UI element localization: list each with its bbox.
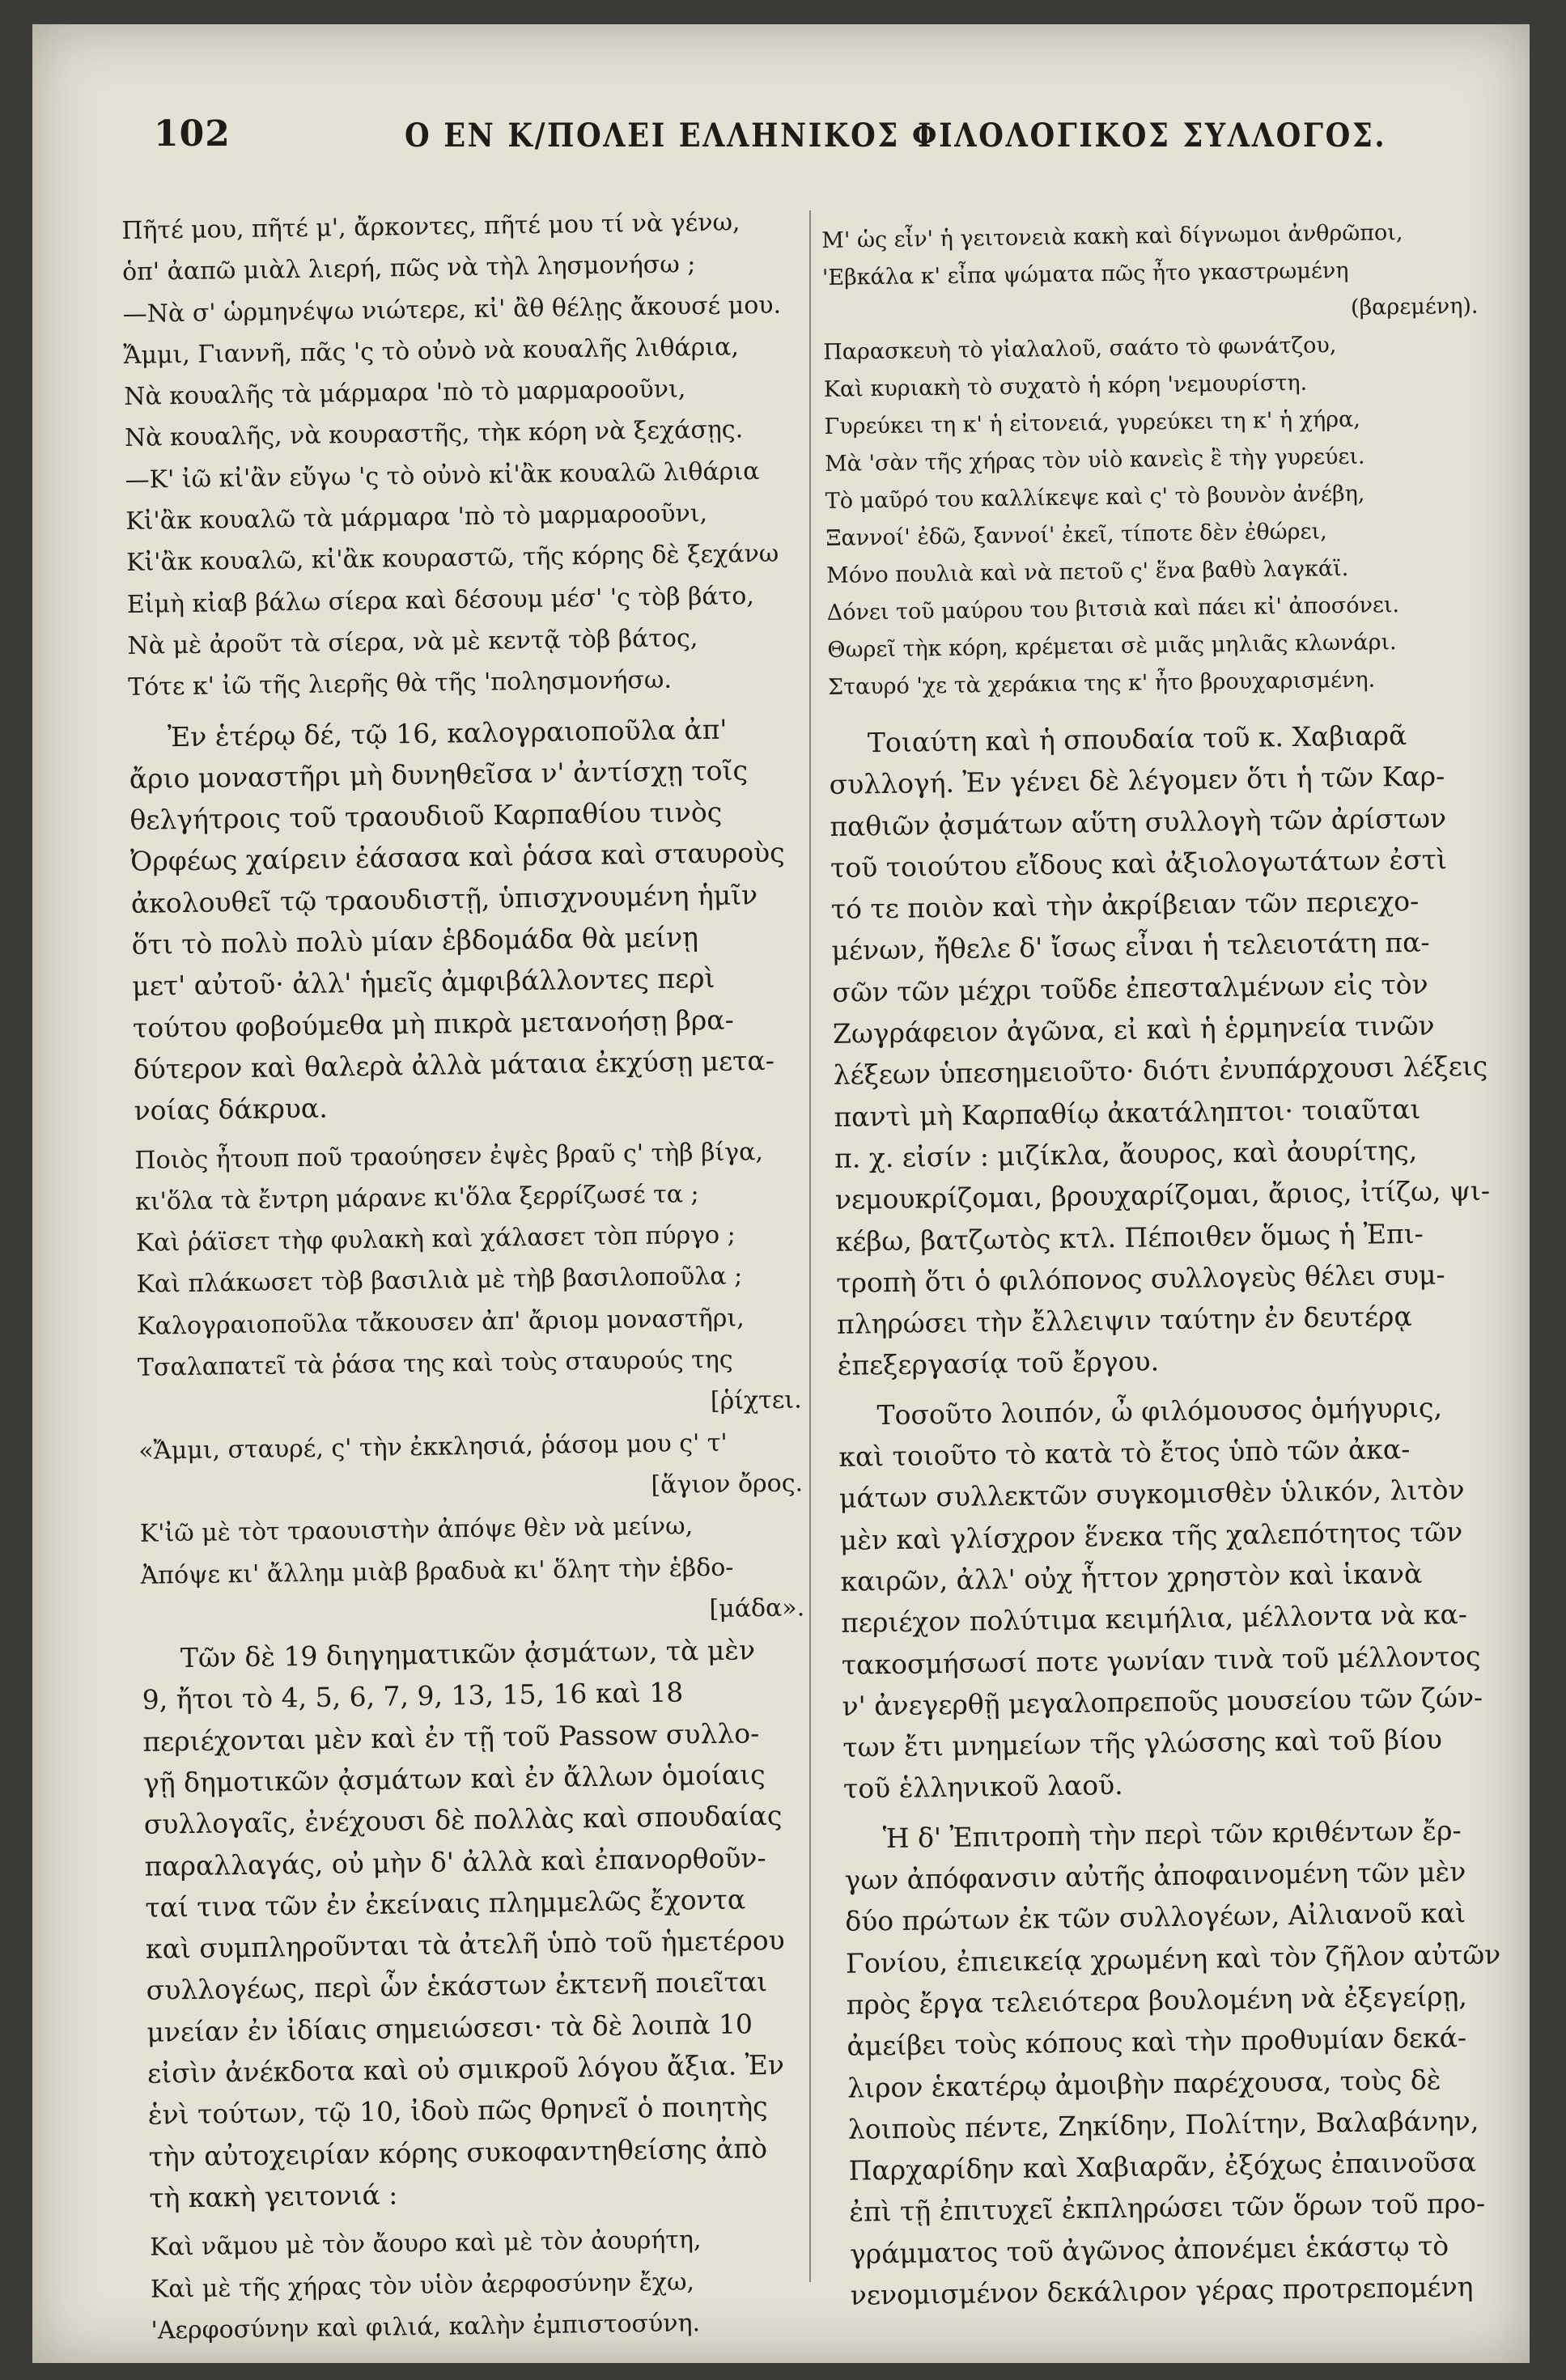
text-line: τούτου φοβούμεθα μὴ πικρὰ μετανοήσῃ βρα- (132, 1003, 734, 1044)
text-line: ὅτι τὸ πολὺ πολὺ μίαν ἑβδομάδα θὰ μείνῃ (131, 921, 699, 961)
verse-line: Καλογραιοποῦλα τἄκουσεν ἀπ' ἄριομ μοναστῆρι, (137, 1304, 745, 1341)
poem-stanza-3 (150, 2217, 823, 2351)
verse-line: Σταυρό 'χε τὰ χεράκια της κ' ἦτο βρουχαρισμένη. (827, 667, 1376, 700)
text-line: τὴ κακὴ γειτονιά : (149, 2178, 398, 2214)
verse-line: Ποιὸς ἦτουπ ποῦ τραούησεν ἐψὲς βραῦ ς' τὴβ βίγα, (134, 1137, 764, 1175)
verse-line: Μὰ 'σὰν τῆς χήρας τὸν υἱὸ κανεὶς ἒ τὴγ γυρεύει. (824, 443, 1365, 477)
text-line: δύτερον καὶ θαλερὰ ἀλλὰ μάταια ἐκχύσῃ μετα- (133, 1044, 775, 1085)
text-line: γράμματος τοῦ ἀγῶνος ἀπονέμει ἑκάστῳ τὸ (849, 2229, 1449, 2270)
text-line: μνείαν ἐν ἰδίαις σημειώσεσι· τὰ δὲ λοιπὰ 10 (146, 2008, 753, 2048)
text-line: νεμουκρίζομαι, βρουχαρίζομαι, ἄριος, ἰτίζω, ψι- (834, 1174, 1491, 1216)
text-line: ἐπὶ τῇ ἐπιτυχεῖ ἐκπληρώσει τῶν ὅρων τοῦ προ- (849, 2187, 1486, 2229)
verse-continuation: (βαρεμένη). (1350, 293, 1479, 320)
verse-line: 'Αερφοσύνην καὶ φιλιά, καλὴν ἐμπιστοσύνη. (151, 2309, 701, 2345)
verse-line: Τότε κ' ἰῶ τῆς λιερῆς θὰ τῆς 'πολησμονήσω. (127, 665, 673, 702)
page-number: 102 (154, 113, 231, 155)
text-line: καιρῶν, ἀλλ' οὐχ ἧττον χρηστὸν καὶ ἱκανὰ (840, 1557, 1423, 1597)
text-line: ἄριο μοναστῆρι μὴ δυνηθεῖσα ν' ἀντίσχῃ τοῖς (129, 754, 749, 795)
text-line: παντὶ μὴ Καρπαθίῳ ἀκατάληπτοι· τοιαῦται (834, 1092, 1421, 1133)
verse-line: Μ' ὡς εἶν' ἡ γειτονειὰ κακὴ καὶ δίγνωμοι ἀνθρῶποι, (821, 219, 1403, 253)
verse-line: Ἄμμι, Γιαννῆ, πᾶς 'ς τὸ οὐνὸ νὰ κουαλῆς λιθάρια, (123, 333, 740, 370)
text-line: Τοσοῦτο λοιπόν, ὦ φιλόμουσος ὁμήγυρις, (876, 1391, 1443, 1431)
text-line: μένων, ἤθελε δ' ἴσως εἶναι ἡ τελειοτάτη πα- (831, 927, 1430, 967)
text-line: πληρώσει τὴν ἔλλειψιν ταύτην ἐν δευτέρᾳ (836, 1300, 1412, 1341)
verse-line: «Ἄμμι, σταυρέ, ς' τὴν ἐκκλησιά, ῥάσομ μου ς' τ' (138, 1428, 728, 1466)
text-line: συλλογέως, περὶ ὧν ἑκάστων ἐκτενῆ ποιεῖται (146, 1966, 768, 2007)
verse-line: Ἀπόψε κι' ἄλλημ μιὰβ βραδυὰ κι' ὅλητ τὴν ἑβδο- (140, 1553, 734, 1590)
text-line: Τῶν δὲ 19 διηγηματικῶν ᾀσμάτων, τὰ μὲν (180, 1634, 756, 1674)
text-line: σῶν τῶν μέχρι τοῦδε ἐπεσταλμένων εἰς τὸν (832, 968, 1428, 1008)
poem-stanza-4 (821, 214, 1492, 706)
text-line: τοῦ τοιούτου εἴδους καὶ ἀξιολογωτάτων ἐστὶ (830, 843, 1448, 884)
text-line: π. χ. εἰσίν : μιζίκλα, ἄουρος, καὶ ἀουρίτης, (834, 1134, 1418, 1174)
text-line: ἀμείβει τοὺς κόπους καὶ τὴν προθυμίαν δεκά- (847, 2022, 1467, 2062)
book-page (32, 24, 1530, 2363)
text-line: λέξεων ὑπεσημειοῦτο· διότι ἐνυπάρχουσι λέξεις (833, 1050, 1488, 1092)
verse-continuation: [μάδα». (709, 1593, 805, 1623)
text-line: γῇ δημοτικῶν ᾀσμάτων καὶ ἐν ἄλλων ὁμοίαις (142, 1758, 766, 1799)
verse-line: —Νὰ σ' ὡρμηνέψω νιώτερε, κἰ' ἂθ θέλῃς ἄκουσέ μου. (122, 291, 782, 329)
running-head (154, 113, 1457, 170)
text-line: εἰσὶν ἀνέκδοτα καὶ οὐ σμικροῦ λόγου ἄξια. Ἐν (146, 2048, 785, 2089)
text-line: τοῦ ἑλληνικοῦ λαοῦ. (842, 1769, 1123, 1805)
text-line: συλλογαῖς, ἐνέχουσι δὲ πολλὰς καὶ σπουδαίας (143, 1800, 783, 1841)
verse-line: Δόνει τοῦ μαύρου του βιτσιὰ καὶ πάει κἰ' ἀποσόνει. (826, 592, 1400, 626)
verse-line: Ξαννοί' ἐδῶ, ξαννοί' ἐκεῖ, τίποτε δὲν ἐθώρει, (825, 519, 1327, 551)
text-line: μάτων συλλεκτῶν συγκομισθὲν ὑλικόν, λιτὸν (838, 1474, 1465, 1515)
poem-stanza-2 (134, 1131, 813, 1638)
paragraph (142, 1628, 821, 2219)
text-line: Ζωγράφειον ἀγῶνα, εἰ καὶ ἡ ἑρμηνεία τινῶν (832, 1009, 1435, 1050)
text-line: των ἔτι μνημείων τῆς γλώσσης καὶ τοῦ βίου (842, 1723, 1443, 1763)
text-line: παραλλαγάς, οὐ μὴν δ' ἀλλὰ καὶ ἐπανορθοῦν- (144, 1841, 766, 1882)
verse-line: ὁπ' ἀαπῶ μιὰλ λιερή, πῶς νὰ τὴλ λησμονήσω ; (121, 250, 696, 287)
verse-line: 'Εβκάλα κ' εἶπα ψώματα πῶς ἦτο γκαστρωμένη (821, 257, 1349, 291)
verse-line: Εἰμὴ κἰαβ βάλω σίερα καὶ δέσουμ μέσ' 'ς τὸβ βάτο, (126, 581, 755, 619)
paragraph (829, 713, 1501, 1386)
left-column (121, 201, 823, 2351)
verse-line: —Κ' ἰῶ κἰ'ἂν εὔγω 'ς τὸ οὐνὸ κἰ'ἂκ κουαλῶ λιθάρια (125, 456, 760, 494)
verse-line: Καὶ μὲ τῆς χήρας τὸν υἱὸν ἀερφοσύνην ἔχω, (150, 2267, 695, 2304)
verse-line: Καὶ κυριακὴ τὸ συχατὸ ἡ κόρη 'νεμουρίστη. (823, 370, 1308, 402)
text-line: περιέχονται μὲν καὶ ἐν τῇ τοῦ Passow συλλο- (142, 1716, 760, 1758)
text-line: νενομισμένον δεκάλιρον γέρας προτρεπομένη (850, 2270, 1474, 2311)
text-line: μετ' αὐτοῦ· ἀλλ' ἡμεῖς ἀμφιβάλλοντες περὶ (132, 962, 715, 1003)
verse-line: Καὶ νᾶμου μὲ τὸν ἄουρο καὶ μὲ τὸν ἀουρήτη, (149, 2225, 702, 2263)
text-line: λοιποὺς πέντε, Ζηκίδην, Πολίτην, Βαλαβάνην, (847, 2104, 1479, 2145)
text-line: παθιῶν ᾀσμάτων αὕτη συλλογὴ τῶν ἀρίστων (830, 801, 1447, 842)
paragraph (129, 707, 806, 1132)
text-line: Γονίου, ἐπιεικείᾳ χρωμένη καὶ τὸν ζῆλον αὐτῶν (845, 1938, 1501, 1979)
text-line: γων ἀπόφανσιν αὐτῆς ἀποφαινομένη τῶν μὲν (844, 1856, 1466, 1896)
text-line: νοίας δάκρυα. (134, 1092, 328, 1127)
text-line: συλλογή. Ἐν γένει δὲ λέγομεν ὅτι ἡ τῶν Καρ- (829, 760, 1445, 801)
text-line: τὴν αὐτοχειρίαν κόρης συκοφαντηθείσης ἀπὸ (148, 2132, 768, 2173)
verse-line: Κἰ'ἂκ κουαλῶ τὰ μάρμαρα 'πὸ τὸ μαρμαροοῦνι, (125, 499, 708, 537)
text-line: Ὀρφέως χαίρειν ἐάσασα καὶ ῥάσα καὶ σταυροὺς (129, 837, 785, 878)
text-line: τό τε ποιὸν καὶ τὴν ἀκρίβειαν τῶν περιεχο- (830, 885, 1420, 926)
verse-line: κι'ὅλα τὰ ἔντρη μάρανε κι'ὅλα ξερρίζωσέ τα ; (134, 1179, 699, 1216)
paragraph (838, 1385, 1507, 1809)
text-line: ἀκολουθεῖ τῷ τραουδιστῇ, ὑπισχνουμένη ἡμῖν (130, 878, 758, 919)
verse-line: Θωρεῖ τὴκ κόρη, κρέμεται σὲ μιᾶς μηλιᾶς κλωνάρι. (827, 630, 1397, 663)
verse-line: Καὶ πλάκωσετ τὸβ βασιλιὰ μὲ τὴβ βασιλοποῦλα ; (136, 1262, 743, 1300)
text-line: περιέχον πολύτιμα κειμήλια, μέλλοντα νὰ κα- (840, 1598, 1468, 1640)
paragraph (844, 1809, 1515, 2316)
text-line: ν' ἀνεγερθῇ μεγαλοπρεποῦς μουσείου τῶν ζών- (842, 1681, 1483, 1722)
right-column (821, 214, 1514, 2316)
poem-stanza-1 (121, 201, 800, 708)
verse-continuation: [ἅγιον ὄρος. (651, 1469, 804, 1500)
verse-line: Νὰ κουαλῆς τὰ μάρμαρα 'πὸ τὸ μαρμαροοῦνι, (123, 375, 686, 412)
verse-continuation: [ῥίχτει. (710, 1385, 802, 1416)
text-line: δύο πρώτων ἐκ τῶν συλλογέων, Αἰλιανοῦ καὶ (845, 1897, 1466, 1938)
text-line: 9, ἤτοι τὸ 4, 5, 6, 7, 9, 13, 15, 16 καὶ 18 (142, 1676, 684, 1716)
verse-line: Πῆτέ μου, πῆτέ μ', ἄρκοντες, πῆτέ μου τί νὰ γένω, (121, 208, 741, 245)
text-line: πρὸς ἔργα τελειότερα βουλομένη νὰ ἐξεγείρῃ, (846, 1979, 1468, 2021)
verse-line: Τὸ μαῦρό του καλλίκεψε καὶ ς' τὸ βουνὸν ἀνέβη, (825, 481, 1365, 514)
verse-line: Νὰ μὲ ἀροῦτ τὰ σίερα, νὰ μὲ κεντᾷ τὸβ βάτος, (127, 624, 698, 660)
verse-line: Νὰ κουαλῆς, νὰ κουραστῆς, τὴκ κόρη νὰ ξεχάσῃς. (124, 415, 744, 453)
text-line: Τοιαύτη καὶ ἡ σπουδαία τοῦ κ. Χαβιαρᾶ (867, 719, 1407, 759)
text-line: τροπὴ ὅτι ὁ φιλόπονος συλλογεὺς θέλει συμ- (836, 1258, 1445, 1299)
verse-line: Κἰ'ἂκ κουαλῶ, κἰ'ἂκ κουραστῶ, τῆς κόρης δὲ ξεχάνω (125, 540, 779, 578)
text-line: Παρχαρίδην καὶ Χαβιαρᾶν, ἐξόχως ἐπαινοῦσα (848, 2146, 1477, 2187)
text-line: λιρον ἑκατέρῳ ἀμοιβὴν παρέχουσα, τοὺς δὲ (847, 2064, 1441, 2104)
text-line: μὲν καὶ γλίσχρον ἕνεκα τῆς χαλεπότητος τῶν (839, 1515, 1463, 1556)
verse-line: Κ'ἰῶ μὲ τὸτ τραουιστὴν ἀπόψε θὲν νὰ μείνω, (139, 1512, 694, 1549)
verse-line: Μόνο πουλιὰ καὶ νὰ πετοῦ ς' ἕνα βαθὺ λαγκάϊ. (825, 555, 1349, 588)
verse-line: Καὶ ῥάϊσετ τὴφ φυλακὴ καὶ χάλασετ τὸπ πύργο ; (135, 1220, 736, 1258)
text-line: Ἡ δ' Ἐπιτροπὴ τὴν περὶ τῶν κριθέντων ἔρ- (882, 1814, 1462, 1854)
text-line: καὶ συμπληροῦνται τὰ ἀτελῆ ὑπὸ τοῦ ἡμετέρου (145, 1924, 785, 1965)
text-line: Ἐν ἑτέρῳ δέ, τῷ 16, καλογραιοποῦλα ἀπ' (167, 713, 728, 753)
text-line: κέβω, βατζωτὸς κτλ. Πέποιθεν ὅμως ἡ Ἐπι- (835, 1217, 1424, 1258)
text-line: ἐπεξεργασίᾳ τοῦ ἔργου. (837, 1345, 1160, 1382)
verse-line: Τσαλαπατεῖ τὰ ῥάσα της καὶ τοὺς σταυρούς της (137, 1345, 733, 1382)
journal-title: Ο ΕΝ Κ/ΠΟΛΕΙ ΕΛΛΗΝΙΚΟΣ ΦΙΛΟΛΟΓΙΚΟΣ ΣΥΛΛΟΓΟΣ. (405, 117, 1387, 155)
verse-line: Γυρεύκει τη κ' ἡ εἰτονειά, γυρεύκει τη κ' ἡ χήρα, (824, 406, 1361, 439)
text-line: ἑνὶ τούτων, τῷ 10, ἰδοὺ πῶς θρηνεῖ ὁ ποιητὴς (147, 2090, 768, 2132)
text-line: ταί τινα τῶν ἐν ἐκείναις πλημμελῶς ἔχοντα (145, 1883, 746, 1924)
text-line: καὶ τοιοῦτο τὸ κατὰ τὸ ἔτος ὑπὸ τῶν ἀκα- (838, 1433, 1411, 1473)
verse-line: Παρασκευὴ τὸ γἰαλαλοῦ, σαάτο τὸ φωνάτζου, (823, 333, 1337, 365)
text-line: θελγήτροις τοῦ τραουδιοῦ Καρπαθίου τινὸς (129, 795, 723, 837)
text-line: τακοσμήσωσί ποτε γωνίαν τινὰ τοῦ μέλλοντος (841, 1640, 1481, 1681)
